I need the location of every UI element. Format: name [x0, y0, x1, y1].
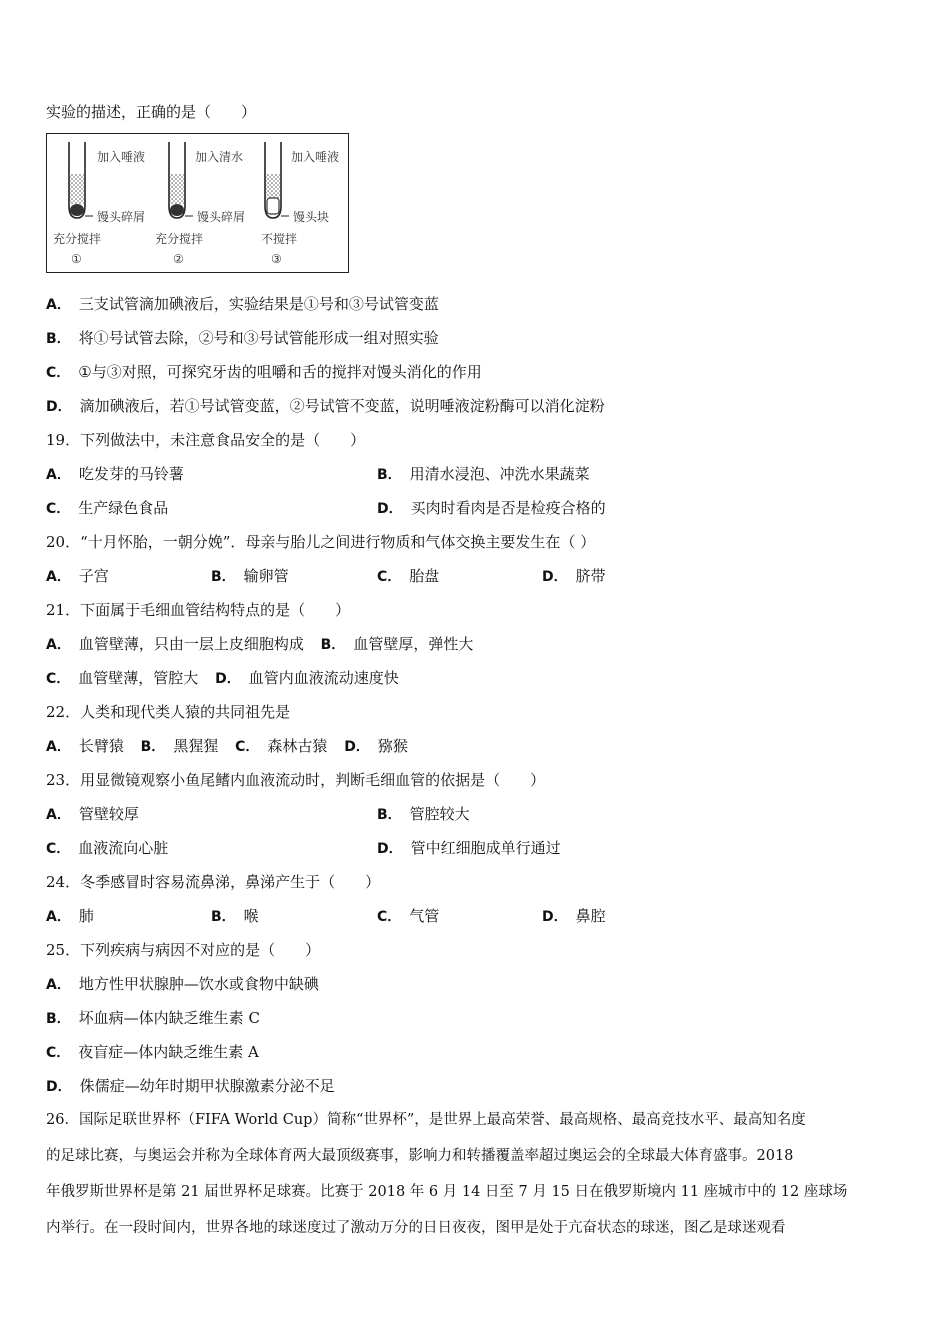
q20-option-a[interactable]: A． 子宫 [46, 567, 109, 585]
q21-options-row-1 [46, 634, 473, 655]
tube1-top-label: 加入唾液 [97, 150, 146, 164]
tube3-number: ③ [271, 252, 282, 266]
tube3-bottom-label: 馒头块 [293, 210, 330, 224]
tube2-caption: 充分搅拌 [155, 232, 204, 246]
experiment-figure [46, 133, 349, 273]
q21-option-c[interactable]: C． 血管壁薄，管腔大 [46, 669, 199, 687]
q19-option-a[interactable]: A． 吃发芽的马铃薯 [46, 465, 184, 483]
test-tube-2 [169, 142, 193, 218]
q21-stem: 21．下面属于毛细血管结构特点的是（ ） [46, 601, 351, 619]
q18-option-b[interactable]: B． 将①号试管去除，②号和③号试管能形成一组对照实验 [46, 329, 439, 347]
q21-option-d[interactable]: D． 血管内血液流动速度快 [215, 669, 399, 687]
q22-option-b[interactable]: B． 黑猩猩 [140, 737, 219, 755]
q19-option-d[interactable]: D． 买肉时看肉是否是检疫合格的 [377, 499, 606, 517]
q24-option-a[interactable]: A． 肺 [46, 907, 94, 925]
q18-option-a[interactable]: A． 三支试管滴加碘液后，实验结果是①号和③号试管变蓝 [46, 295, 439, 313]
tube1-bottom-label: 馒头碎屑 [97, 210, 146, 224]
q22-stem: 22．人类和现代类人猿的共同祖先是 [46, 703, 291, 721]
q26-line-4: 内举行。在一段时间内，世界各地的球迷度过了激动万分的日日夜夜，图甲是处于亢奋状态的球迷，图乙是球迷观看 [46, 1220, 786, 1236]
q21-option-b[interactable]: B． 血管壁厚，弹性大 [320, 635, 474, 653]
q20-option-b[interactable]: B． 输卵管 [211, 567, 289, 585]
q23-option-a[interactable]: A． 管壁较厚 [46, 805, 139, 823]
q20-option-d[interactable]: D． 脐带 [542, 567, 606, 585]
tube2-number: ② [173, 252, 184, 266]
q22-options-row [46, 736, 408, 757]
q18-option-c[interactable]: C． ①与③对照，可探究牙齿的咀嚼和舌的搅拌对馒头消化的作用 [46, 363, 482, 381]
q23-option-c[interactable]: C． 血液流向心脏 [46, 839, 169, 857]
q20-option-c[interactable]: C． 胎盘 [377, 567, 440, 585]
q25-stem: 25．下列疾病与病因不对应的是（ ） [46, 941, 321, 959]
tube3-top-label: 加入唾液 [291, 150, 340, 164]
tube1-caption: 充分搅拌 [53, 232, 102, 246]
q25-option-b[interactable]: B． 坏血病—体内缺乏维生素 C [46, 1009, 260, 1027]
q19-stem: 19．下列做法中，未注意食品安全的是（ ） [46, 431, 366, 449]
q19-option-b[interactable]: B． 用清水浸泡、冲洗水果蔬菜 [377, 465, 590, 483]
q22-option-c[interactable]: C． 森林古猿 [235, 737, 328, 755]
q24-stem: 24．冬季感冒时容易流鼻涕，鼻涕产生于（ ） [46, 873, 381, 891]
q25-option-d[interactable]: D． 侏儒症—幼年时期甲状腺激素分泌不足 [46, 1077, 335, 1095]
tube2-bottom-label: 馒头碎屑 [197, 210, 246, 224]
q19-option-c[interactable]: C． 生产绿色食品 [46, 499, 169, 517]
q20-stem: 20．“十月怀胎，一朝分娩”．母亲与胎儿之间进行物质和气体交换主要发生在（ ） [46, 533, 596, 551]
q23-option-b[interactable]: B． 管腔较大 [377, 805, 470, 823]
q18-option-d[interactable]: D． 滴加碘液后，若①号试管变蓝，②号试管不变蓝，说明唾液淀粉酶可以消化淀粉 [46, 397, 605, 415]
tube2-top-label: 加入清水 [195, 150, 244, 164]
q21-options-row-2 [46, 668, 399, 689]
q26-line-3: 年俄罗斯世界杯是第 21 届世界杯足球赛。比赛于 2018 年 6 月 14 日至 7 月 15 日在俄罗斯境内 11 座城市中的 12 座球场 [46, 1184, 848, 1200]
q25-option-a[interactable]: A． 地方性甲状腺肿—饮水或食物中缺碘 [46, 975, 319, 993]
q18-stem: 实验的描述，正确的是（ ） [46, 103, 257, 121]
q26-line-1: 26．国际足联世界杯（FIFA World Cup）简称“世界杯”，是世界上最高荣誉、最高规格、最高竞技水平、最高知名度 [46, 1112, 806, 1128]
tube3-caption: 不搅拌 [261, 232, 298, 246]
q22-option-d[interactable]: D． 猕猴 [344, 737, 408, 755]
q22-option-a[interactable]: A． 长臂猿 [46, 737, 124, 755]
test-tube-1 [69, 142, 93, 218]
q23-option-d[interactable]: D． 管中红细胞成单行通过 [377, 839, 561, 857]
q26-line-2: 的足球比赛，与奥运会并称为全球体育两大最顶级赛事，影响力和转播覆盖率超过奥运会的全球最大体育盛事。2018 [46, 1148, 794, 1164]
tube1-number: ① [71, 252, 82, 266]
q23-stem: 23．用显微镜观察小鱼尾鳍内血液流动时，判断毛细血管的依据是（ ） [46, 771, 546, 789]
q24-option-b[interactable]: B． 喉 [211, 907, 259, 925]
q21-option-a[interactable]: A． 血管壁薄，只由一层上皮细胞构成 [46, 635, 304, 653]
test-tube-3 [265, 142, 289, 218]
q24-option-d[interactable]: D． 鼻腔 [542, 907, 606, 925]
q24-option-c[interactable]: C． 气管 [377, 907, 440, 925]
q25-option-c[interactable]: C． 夜盲症—体内缺乏维生素 A [46, 1043, 259, 1061]
